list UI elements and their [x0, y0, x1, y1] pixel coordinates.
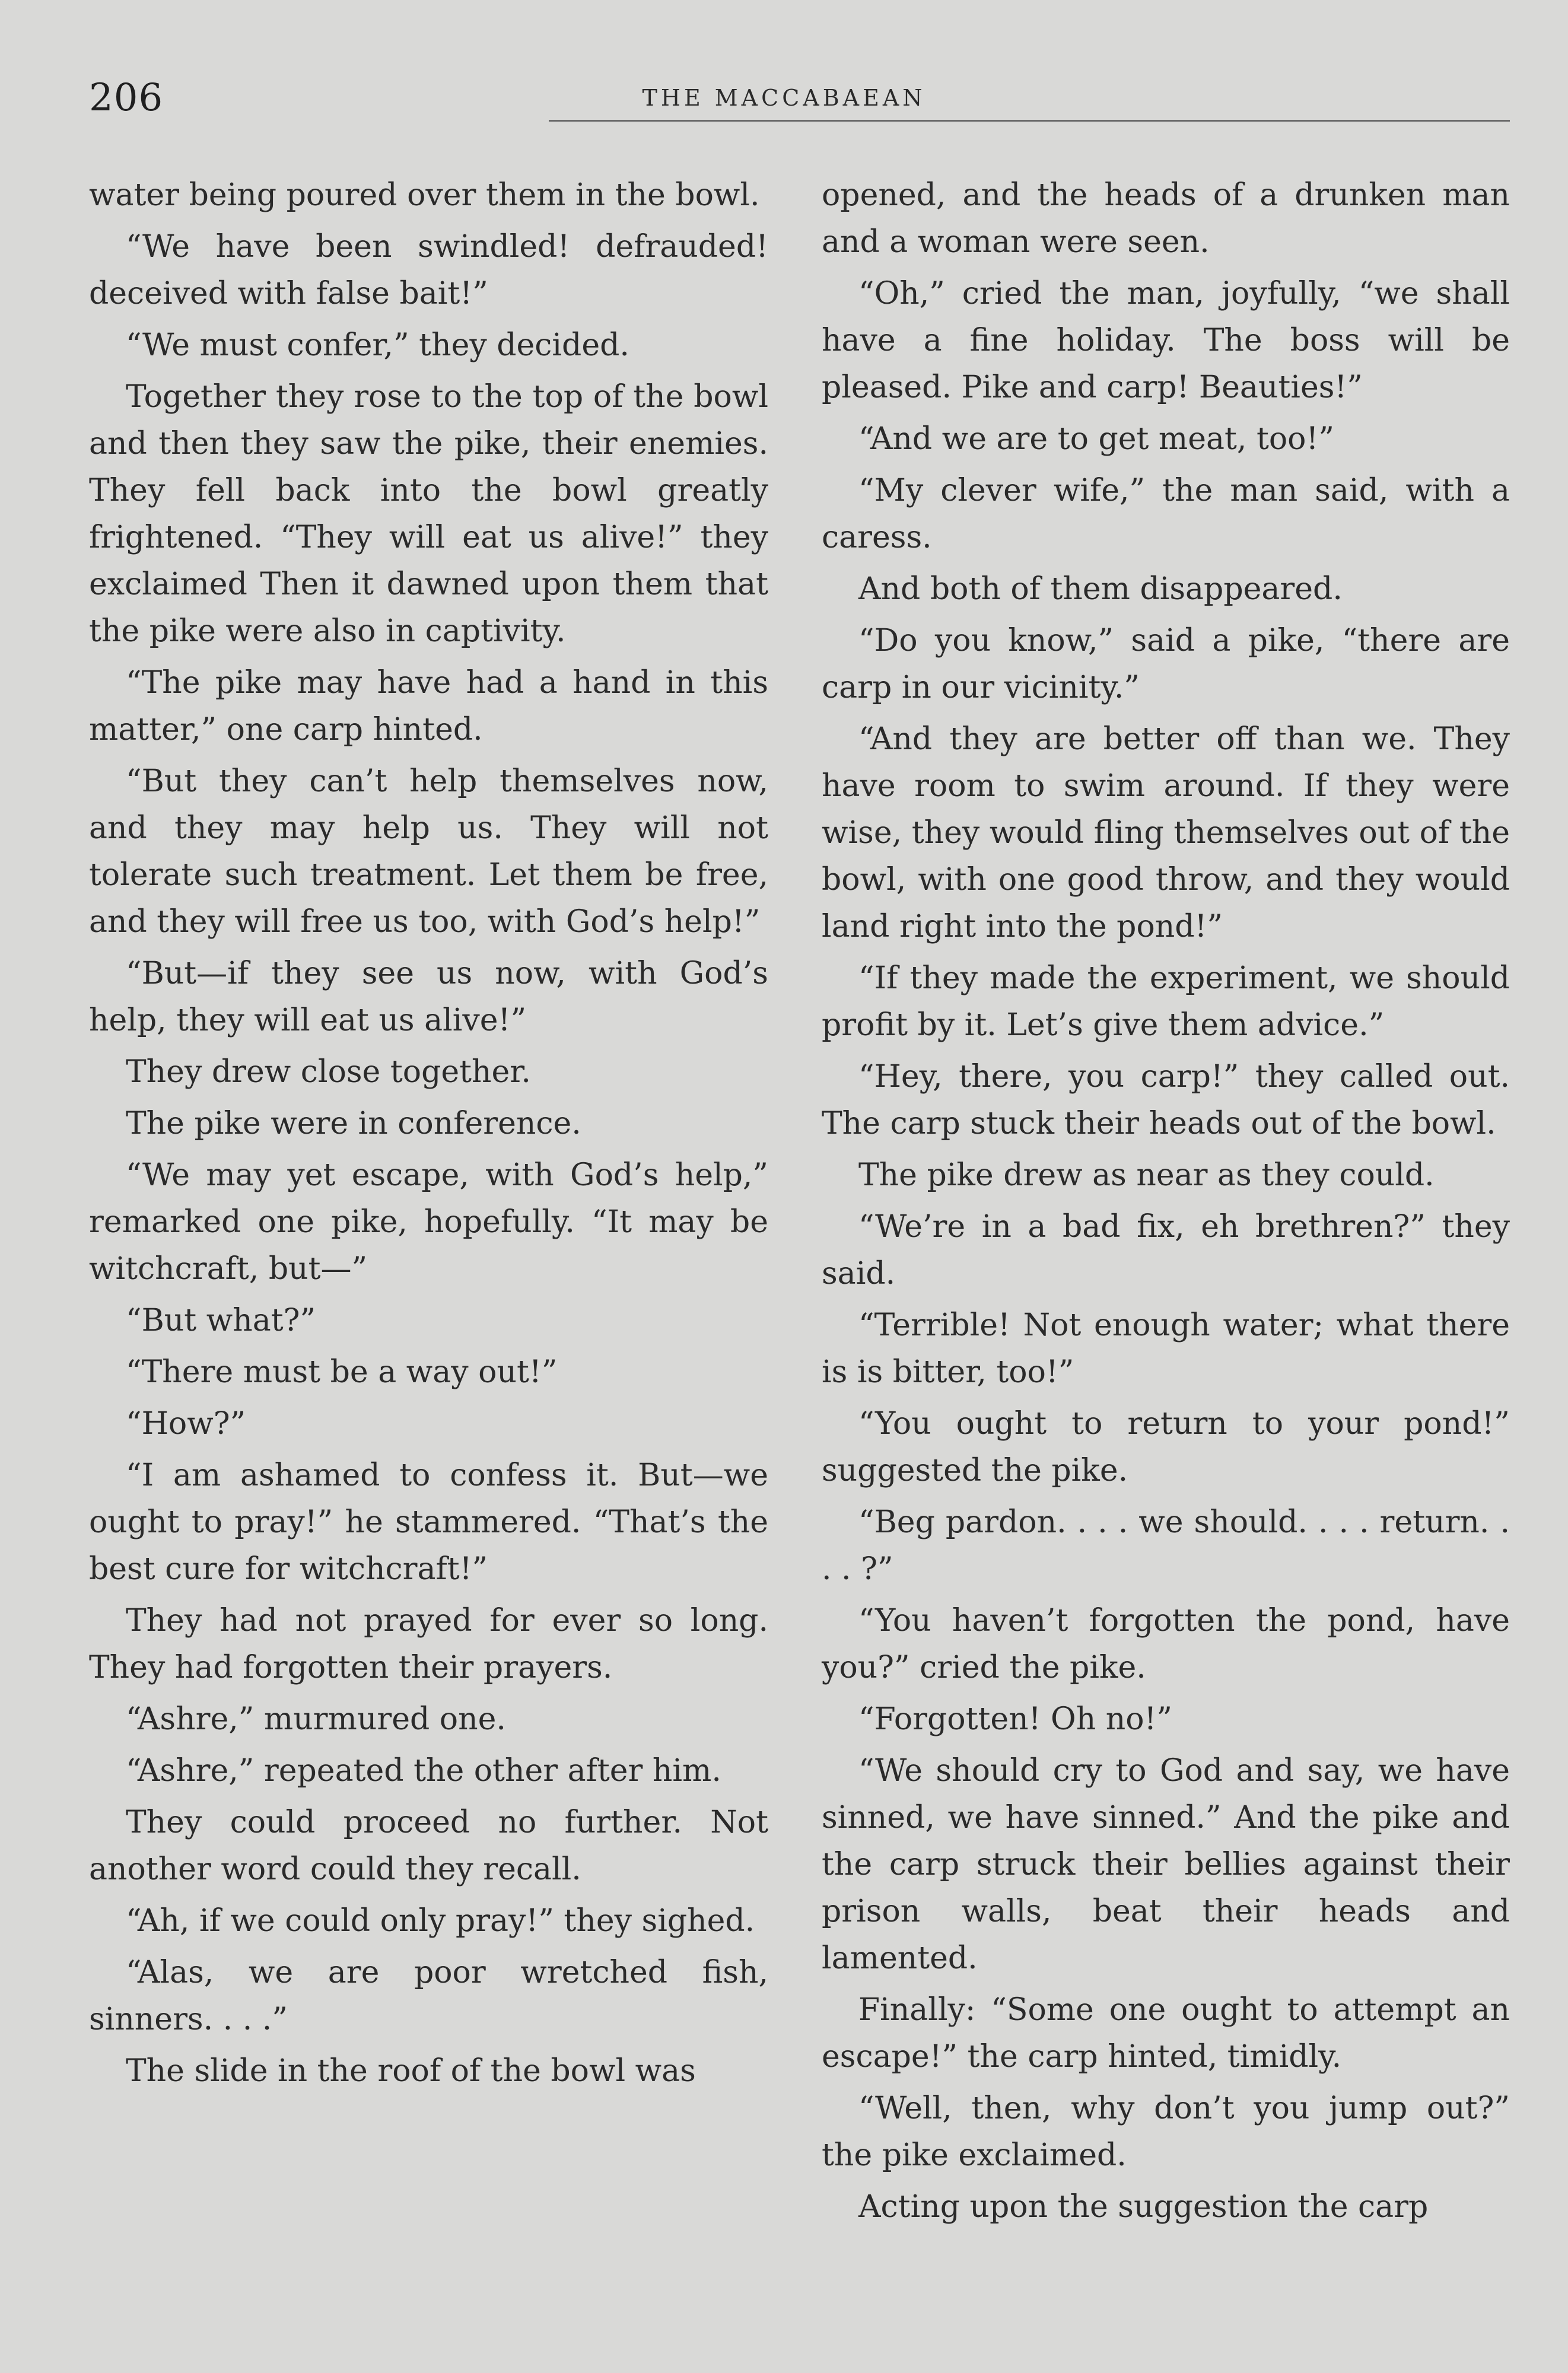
paragraph: The pike were in conference.	[126, 1106, 581, 1141]
paragraph: And both of them disappeared.	[858, 571, 1343, 607]
paragraph: “Beg pardon. . . . we should. . . . return. . . . ?”	[822, 1504, 1510, 1587]
paragraph: “Ashre,” murmured one.	[126, 1701, 506, 1737]
paragraph: “Oh,” cried the man, joyfully, “we shall have a fine holiday. The boss will be pleased. Pike and carp! Beauties!”	[822, 276, 1510, 405]
paragraph: “You haven’t forgotten the pond, have you?” cried the pike.	[822, 1603, 1510, 1685]
paragraph: The slide in the roof of the bowl was	[126, 2053, 696, 2089]
paragraph: “And we are to get meat, too!”	[858, 421, 1334, 457]
paragraph: They drew close together.	[126, 1054, 531, 1090]
paragraph: “We may yet escape, with God’s help,” remarked one pike, hopefully. “It may be witchcraft, but—”	[89, 1157, 768, 1287]
paragraph: Acting upon the suggestion the carp	[858, 2189, 1429, 2225]
paragraph: “Do you know,” said a pike, “there are carp in our vicinity.”	[822, 623, 1510, 705]
running-head: THE MACCABAEAN	[642, 85, 926, 111]
paragraph: “Forgotten! Oh no!”	[858, 1701, 1172, 1737]
paragraph: “Hey, there, you carp!” they called out. The carp stuck their heads out of the bowl.	[822, 1059, 1510, 1141]
paragraph: “Alas, we are poor wretched fish, sinners. . . .”	[89, 1955, 768, 2037]
paragraph: “My clever wife,” the man said, with a caress.	[822, 473, 1510, 555]
paragraph: “I am ashamed to confess it. But—we ought to pray!” he stammered. “That’s the best cure for witchcraft!”	[89, 1458, 768, 1587]
paragraph: “But they can’t help themselves now, and they may help us. They will not tolerate such treatment. Let them be free, and they will free us too, with God’s help!”	[89, 764, 768, 940]
left-column	[89, 172, 768, 2100]
paragraph: Finally: “Some one ought to attempt an escape!” the carp hinted, timidly.	[822, 1992, 1510, 2075]
paragraph: “How?”	[126, 1406, 246, 1442]
page-number: 206	[89, 76, 164, 120]
paragraph: water being poured over them in the bowl.	[89, 177, 760, 213]
paragraph: “If they made the experiment, we should profit by it. Let’s give them advice.”	[822, 960, 1510, 1043]
paragraph: “There must be a way out!”	[126, 1354, 558, 1390]
paragraph: “We should cry to God and say, we have sinned, we have sinned.” And the pike and the carp struck their bellies against their prison walls, beat their heads and lamented.	[822, 1753, 1510, 1976]
paragraph: “Well, then, why don’t you jump out?” the pike exclaimed.	[822, 2091, 1510, 2173]
paragraph: “Terrible! Not enough water; what there is is bitter, too!”	[822, 1308, 1510, 1390]
paragraph: They had not prayed for ever so long. They had forgotten their prayers.	[89, 1603, 768, 1685]
paragraph: The pike drew as near as they could.	[858, 1157, 1435, 1193]
header-rule	[549, 120, 1510, 122]
paragraph: They could proceed no further. Not another word could they recall.	[89, 1805, 768, 1887]
paragraph: “And they are better off than we. They have room to swim around. If they were wise, they would fling themselves out of the bowl, with one good throw, and they would land right into the pond!”	[822, 721, 1510, 944]
paragraph: Together they rose to the top of the bowl and then they saw the pike, their enemies. They fell back into the bowl greatly frightened. “They will eat us alive!” they exclaimed Then it dawned upon them that the pike were also in captivity.	[89, 379, 768, 649]
paragraph: opened, and the heads of a drunken man and a woman were seen.	[822, 177, 1510, 260]
paragraph: “We’re in a bad fix, eh brethren?” they said.	[822, 1209, 1510, 1292]
paragraph: “But—if they see us now, with God’s help, they will eat us alive!”	[89, 956, 768, 1038]
paragraph: “Ashre,” repeated the other after him.	[126, 1753, 721, 1789]
right-column	[822, 172, 1510, 2235]
paragraph: “Ah, if we could only pray!” they sighed.	[126, 1903, 755, 1939]
paragraph: “The pike may have had a hand in this matter,” one carp hinted.	[89, 665, 768, 747]
paragraph: “We have been swindled! defrauded! deceived with false bait!”	[89, 229, 768, 311]
paragraph: “But what?”	[126, 1303, 316, 1338]
paragraph: “We must confer,” they decided.	[126, 327, 629, 363]
paragraph: “You ought to return to your pond!” suggested the pike.	[822, 1406, 1510, 1488]
